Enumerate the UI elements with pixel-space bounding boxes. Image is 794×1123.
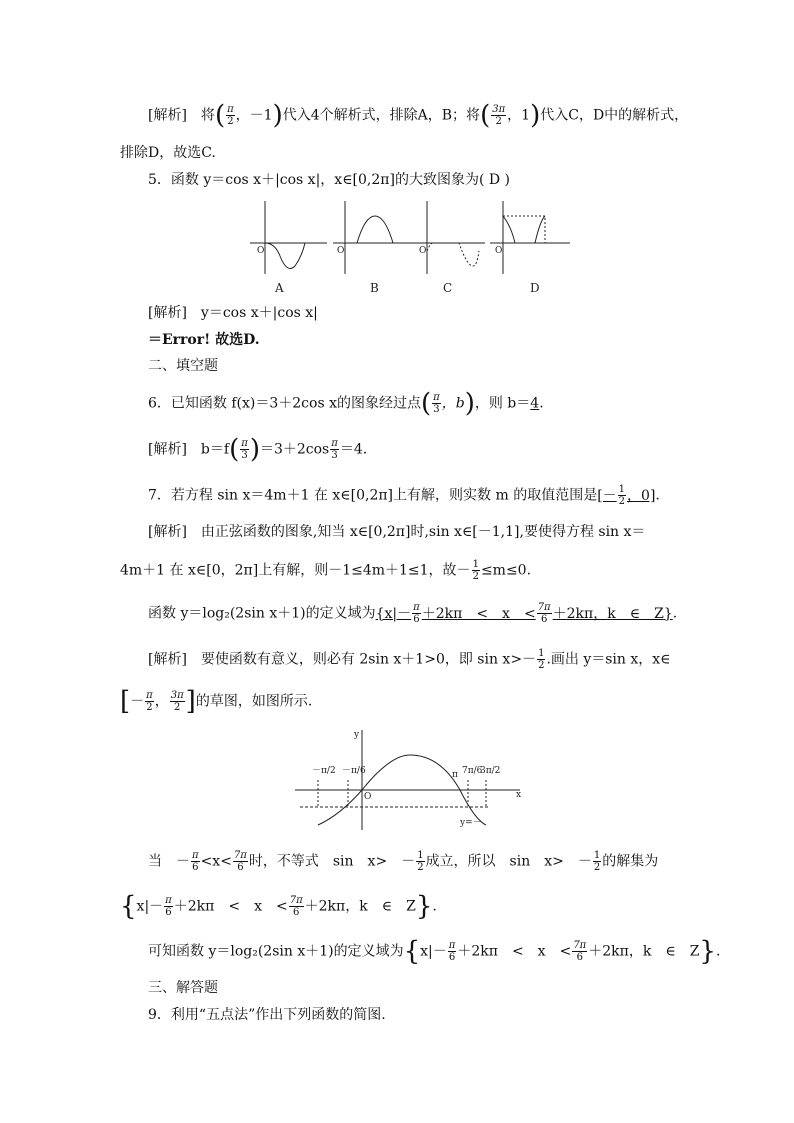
svg-text:－π/2: －π/2 <box>312 766 336 776</box>
q8-analysis-2: [－ $\frac{\pi}{2}$ ， $\frac{3\pi}{2}$ ]的草图，如图所示. <box>120 686 313 717</box>
question-6: 6．已知函数 f(x)＝3＋2cos x的图象经过点( $\frac{\pi}{3}$ ，b)，则 b＝4. <box>148 388 544 419</box>
question-8: 函数 y＝log₂(2sin x＋1)的定义域为{x|－ $\frac{\pi}{6}$ ＋2kπ < x < $\frac{7\pi}{6}$ ＋2kπ，k ∈ Z}. <box>148 602 678 625</box>
svg-text:－π/6: －π/6 <box>342 766 366 776</box>
fraction: $\frac{\pi}{2}$ <box>227 104 234 127</box>
svg-text:A: A <box>275 281 284 295</box>
svg-text:y=－: y=－ <box>460 818 482 828</box>
question-5: 5．函数 y＝cos x＋|cos x|，x∈[0,2π]的大致图象为( D ) <box>148 172 510 188</box>
svg-text:O: O <box>337 246 345 256</box>
q8-analysis-1: [解析] 要使函数有意义，则必有 2sin x＋1>0，即 sin x>－ $\frac{1}{2}$ .画出 y＝sin x，x∈ <box>148 648 671 671</box>
q8-analysis-3: 当 － $\frac{\pi}{6}$ <x< $\frac{7\pi}{6}$ 时，不等式 sin x> － $\frac{1}{2}$ 成立，所以 sin x> － $\frac{1}{2}$ 的解集为 <box>148 850 659 873</box>
analysis-line: [解析] 将( $\frac{\pi}{2}$ ，－1)代入4个解析式，排除A，B；将( $\frac{3\pi}{2}$ ，1)代入C，D中的解析式， <box>148 100 689 131</box>
question-7: 7．若方程 sin x＝4m＋1 在 x∈[0,2π]上有解，则实数 m 的取值范围是[－ $\frac{1}{2}$ ，0]. <box>148 484 660 507</box>
q8-analysis-4: {x|－ $\frac{\pi}{6}$ ＋2kπ < x < $\frac{7\pi}{6}$ ＋2kπ，k ∈ Z}. <box>120 891 437 922</box>
svg-text:D: D <box>530 281 540 295</box>
svg-text:y: y <box>354 730 360 740</box>
svg-text:x: x <box>516 790 522 800</box>
svg-text:7π/6: 7π/6 <box>462 766 483 776</box>
analysis-label: [解析] 将 <box>148 107 215 124</box>
q5-error: ＝Error! 故选D. <box>148 332 260 348</box>
svg-text:C: C <box>443 281 453 295</box>
analysis-line-2: 排除D，故选C. <box>120 145 216 161</box>
section-3: 三、解答题 <box>148 980 218 996</box>
q5-graphs <box>245 196 575 296</box>
svg-text:O: O <box>257 246 265 256</box>
fraction: $\frac{3\pi}{2}$ <box>492 104 506 127</box>
svg-text:O: O <box>495 246 503 256</box>
svg-text:B: B <box>370 281 379 295</box>
svg-text:O: O <box>364 792 372 802</box>
section-2: 二、填空题 <box>148 358 218 374</box>
q8-analysis-5: 可知函数 y＝log₂(2sin x＋1)的定义域为{x|－ $\frac{\pi}{6}$ ＋2kπ < x < $\frac{7\pi}{6}$ ＋2kπ，k ∈ Z}. <box>148 936 721 967</box>
q5-analysis: [解析] y＝cos x＋|cos x| <box>148 305 318 321</box>
svg-text:3π/2: 3π/2 <box>480 766 501 776</box>
q7-analysis-1: [解析] 由正弦函数的图象,知当 x∈[0,2π]时,sin x∈[－1,1],要使得方程 sin x＝ <box>148 524 646 540</box>
svg-text:π: π <box>452 770 458 780</box>
q6-analysis: [解析] b＝f( $\frac{\pi}{3}$ )＝3＋2cos $\frac{\pi}{3}$ ＝4. <box>148 434 368 465</box>
q7-analysis-2: 4m＋1 在 x∈[0，2π]上有解，则－1≤4m＋1≤1，故－ $\frac{1}{2}$ ≤m≤0. <box>120 559 532 582</box>
svg-text:O: O <box>419 246 427 256</box>
question-9: 9．利用“五点法”作出下列函数的简图. <box>148 1007 386 1023</box>
sine-graph <box>290 725 530 835</box>
